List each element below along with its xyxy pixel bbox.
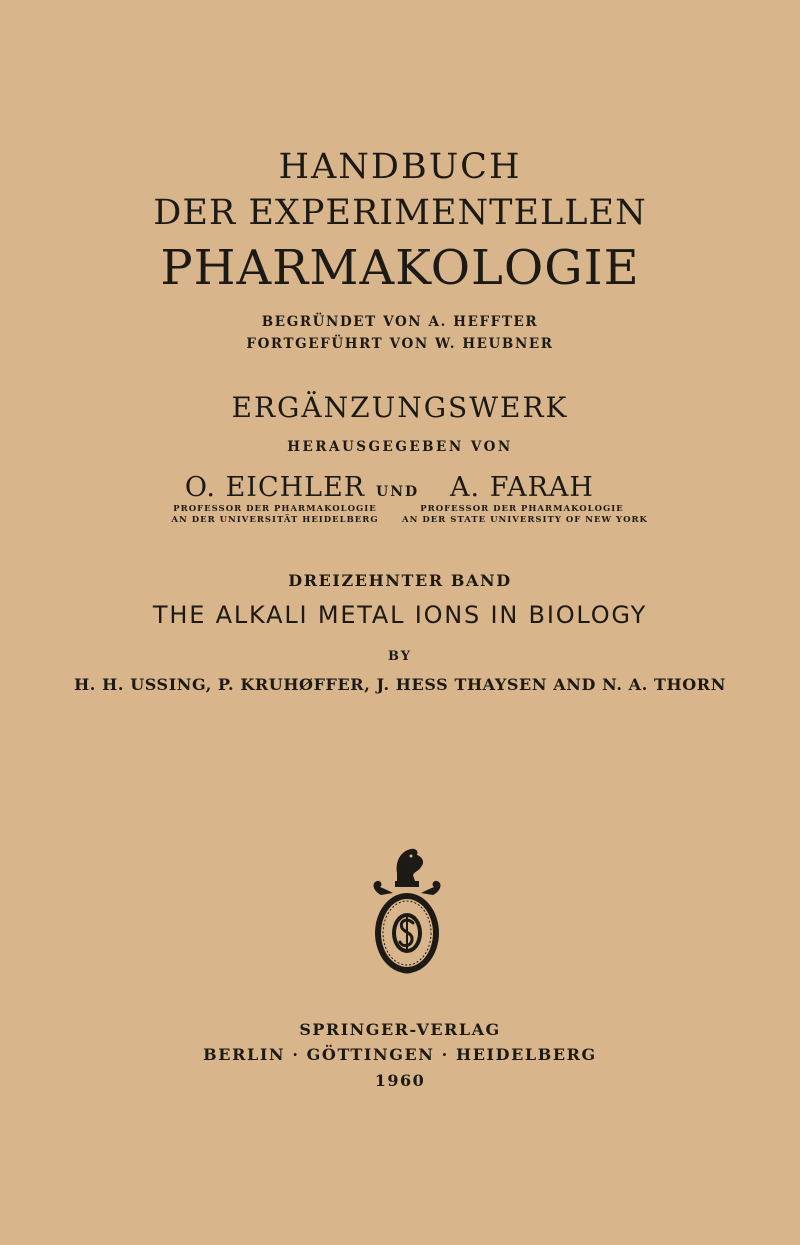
- editor-left-name: O. EICHLER: [184, 472, 366, 503]
- editor-left: [170, 474, 380, 524]
- title-line-3: PHARMAKOLOGIE: [160, 240, 640, 296]
- title-line-1: HANDBUCH: [278, 147, 522, 187]
- by-label: BY: [387, 649, 413, 664]
- edited-by-label: HERAUSGEGEBEN VON: [287, 439, 513, 455]
- volume-label: DREIZEHNTER BAND: [288, 571, 512, 590]
- founder-line: BEGRÜNDET VON A. HEFFTER: [261, 314, 539, 330]
- title-line-2: DER EXPERIMENTELLEN: [153, 193, 647, 233]
- editor-left-affiliation: AN DER UNIVERSITÄT HEIDELBERG: [171, 514, 379, 525]
- supplement-heading: ERGÄNZUNGSWERK: [231, 391, 569, 424]
- editor-right-role: PROFESSOR DER PHARMAKOLOGIE: [420, 504, 624, 514]
- continuator-line: FORTGEFÜHRT VON W. HEUBNER: [246, 336, 554, 352]
- springer-knight-crest-icon: [367, 843, 447, 978]
- editor-right-affiliation: AN DER STATE UNIVERSITY OF NEW YORK: [402, 514, 648, 525]
- authors-line: H. H. USSING, P. KRUHØFFER, J. HESS THAYSEN AND N. A. THORN: [74, 675, 726, 694]
- publication-year: 1960: [374, 1071, 426, 1090]
- publisher-name: SPRINGER-VERLAG: [299, 1020, 501, 1039]
- publisher-cities: BERLIN · GÖTTINGEN · HEIDELBERG: [203, 1045, 597, 1064]
- editor-right: [402, 472, 648, 525]
- book-title: THE ALKALI METAL IONS IN BIOLOGY: [152, 601, 648, 629]
- editor-right-name: A. FARAH: [450, 472, 594, 503]
- editors-block: [0, 474, 800, 534]
- editors-conjunction: UND: [376, 484, 420, 500]
- editor-left-role: PROFESSOR DER PHARMAKOLOGIE: [173, 504, 377, 514]
